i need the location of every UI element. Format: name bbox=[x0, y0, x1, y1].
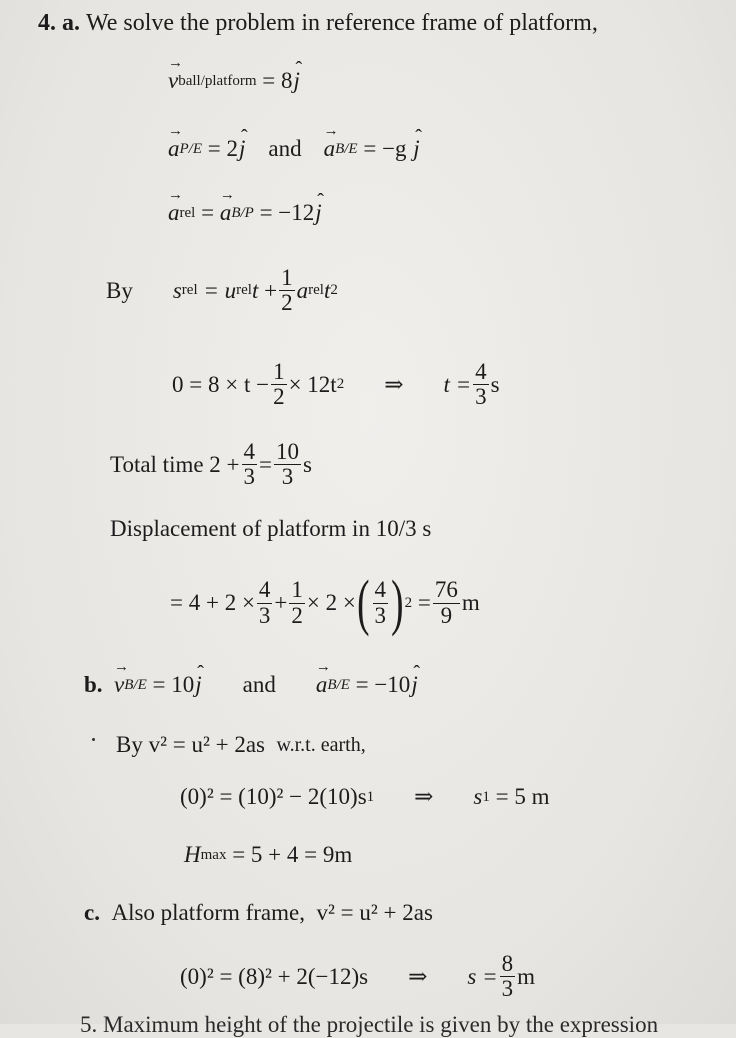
part-b-line3: (0)² = (10)² − 2(10)s 1 ⇒ s 1 = 5 m bbox=[180, 784, 550, 809]
eq-displacement: = 4 + 2 × $\frac{4}{3}$ + $\frac{1}{2}$ × 2 × ( $\frac{4}{3}$ ) 2 = $\frac{76}{9}$ m bbox=[170, 569, 480, 637]
part-b-line1: b. → v B/E = 10 ˆ j and → a B/E = −10 ˆ j bbox=[84, 672, 419, 698]
displacement-label: Displacement of platform in 10/3 s bbox=[110, 516, 432, 541]
part-b-line4: H max = 5 + 4 = 9m bbox=[184, 842, 353, 867]
eq-a-rel: → a rel = → a B/P = −12 ˆ j bbox=[168, 200, 323, 226]
cut-off-next-line: 5. Maximum height of the projectile is given by the expression bbox=[80, 1012, 659, 1037]
eq-accelerations: → a P/E = 2 ˆ j and → a B/E = −g ˆ j bbox=[168, 136, 421, 162]
implies-arrow: ⇒ bbox=[384, 371, 404, 397]
part-c-label: c. bbox=[84, 900, 100, 925]
eq-s-rel: By s rel = u rel t + $\frac{1}{2}$ a rel t 2 bbox=[106, 265, 338, 316]
part-b-label: b. bbox=[84, 672, 103, 697]
part-b-line2: By v² = u² + 2as w.r.t. earth, bbox=[116, 732, 366, 757]
stray-dot bbox=[92, 738, 95, 741]
eq-total-time: Total time 2 + $\frac{4}{3}$ = $\frac{10}{3}$ s bbox=[110, 439, 312, 490]
eq-v-ball-platform: → v ball/platform = 8 ˆ j bbox=[168, 68, 301, 94]
part-c-line2: (0)² = (8)² + 2(−12)s ⇒ s = $\frac{8}{3}$ m bbox=[180, 951, 536, 1002]
part-c-line1: c. Also platform frame, v² = u² + 2as bbox=[84, 900, 433, 925]
eq-time-solve: 0 = 8 × t − $\frac{1}{2}$ × 12t 2 ⇒ t = $\frac{4}{3}$ s bbox=[172, 359, 500, 410]
part-a-intro-text: We solve the problem in reference frame of platform, bbox=[86, 10, 598, 36]
problem-number: 4. bbox=[38, 10, 56, 36]
part-a-intro bbox=[38, 10, 598, 37]
fraction-half: $\frac{1}{2}$ bbox=[281, 265, 293, 316]
part-a-label: a. bbox=[62, 10, 80, 36]
